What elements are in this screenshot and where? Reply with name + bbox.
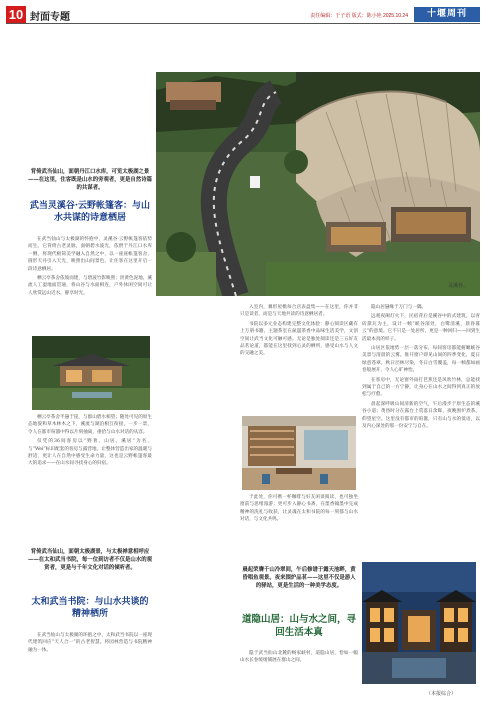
section-title: 封面专题 <box>30 12 70 23</box>
editor-credits: 责任编辑：于子语 版式：陈小艳 2025.10.24 <box>310 13 408 19</box>
paragraph: 隐于武当仙山北麓的畅家峡村，道隐山居，恰如一幅山水长卷缓缓铺展在群山之间。 <box>240 651 358 664</box>
paragraph: 于此处，你可携一杯咖啡与好友闲谈阅读，也可独坐窗前与思绪漫游；更可步入静心书斋，在墨香翰墨中完成精神的洗礼与收获，让灵魂在太和书院的每一刻都与山水对话，与文化共鸣。 <box>240 495 358 523</box>
paragraph: 栖云亭茶舍依坡而建，与碧波竹影映照；淡黄色泥地、溪流人工湿地面贯通，将山谷与水面相连，户外休闲空间可让人欣赏远山近水，静享时光。 <box>28 276 152 296</box>
photo-caption: 灵溪谷。 <box>447 283 468 289</box>
heading-lingxigu: 武当灵溪谷·云野帐篷客：与山水共谋的诗意栖居 <box>29 201 151 223</box>
paragraph: 在武当仙山与太极湖的怀抱中，灵溪谷·云野帐篷客依势而生。它背倚古老灵脉，面朝碧水波光，依偎于丹江口水库一侧，将现代极简美学融入自然之中，以一座座帐篷客舍，圆形天井引入天光，映照出山间景色，让住客在这里开启一段诗意栖居。 <box>28 237 152 272</box>
paragraph: 入室内，翼形屋檐每合店表盘集——在这里，你并非只是读者，而是与天地共读的诗意栖居者。 <box>240 305 358 318</box>
article-daoyin-continued <box>362 304 480 556</box>
paragraph: 在客房中，无论窗外雨打芭蕉还是风吹竹林，总能找到属于自己的一方宁静，让身心在山水之间得到真正的放松与疗愈。 <box>362 377 480 398</box>
source-credit: （本报综合） <box>426 691 457 697</box>
article-academy-continued <box>240 304 358 410</box>
heading-academy: 太和武当书院：与山水共谈的精神栖所 <box>31 597 149 619</box>
paragraph: 仅凭的36间客房以“野奢、山居、溪居”为名，与“Wei”标识配套的客房与露营地，让整体营造出家的温暖与舒适，更让人在自然中感受生命力量，这也是云野帐篷客最大的追求——在山水间寻找身心的归宿。 <box>28 439 152 467</box>
paragraph: 书院以多元业态构建完整文化体验：静心阅读区藏有上万册书籍，主题茶室在氤氲茶香中品味生活美学，文创空间让武当文化可触可感。无论是独处阅读还是三五好友品茗论道，都能在这里找到心灵的栖所，感受山水与人文的交融之美。 <box>240 321 358 357</box>
paragraph: 隐山居悬缘于万门与一隅。 <box>371 305 427 310</box>
paragraph: 在武当仙山与太极湖的环抱之中，太和武当书院以一座现代建筑回应“天人合一”的古老智慧。将园林营造与书院精神融为一体。 <box>28 633 152 653</box>
paragraph: 远观夜阑灯火下，民宿背后是溪谷中的式建筑，以青砖黛瓦为主，设计一帧“峡谷深处，白鹭清溪，晨昏暮云”的意境。它不只是一处居所，更是一种回归——回到生活最本真的样子。 <box>362 314 480 342</box>
lede-3: 晨起荣膺千山冷翠间，午后修谱于露天池畔，黄昏唱鱼观景。夜来围炉品茗——这里不仅是游人的驿站，更是生活的一种美学态度。 <box>242 567 356 589</box>
teahouse-photo <box>32 336 150 410</box>
article-academy <box>28 632 152 692</box>
paragraph: 山居区依地势一层一落分布，每间客房都能俯瞰峡谷美景与清晨的云雾。推开窗户即见山间的四季变化，夏日绿意苍翠，秋日层林尽染，冬日白雪覆盖，每一帧都如画卷般展开，令人心旷神怡。 <box>362 346 480 374</box>
article-lingxigu-continued <box>28 414 152 542</box>
courtyard-night-photo <box>362 562 476 684</box>
article-academy-continued-2 <box>240 494 358 564</box>
page-header <box>6 6 480 24</box>
lede-1: 背倚武当仙山，面朝丹江口水库，可览太极湖之景——在这里，住客既是山水的旁观者，更是自然诗篇的共谋者。 <box>28 169 152 191</box>
article-daoyin <box>240 650 358 694</box>
paragraph: 栖云亭茶舍半悬于崖，与群山碧水相望；随处可见的原生态地貌和草木林木之下，溪流与湖泊相互衔接，一步一景，令人在都市喧嚣中得以片刻抽离，重拾与山水对话的从容。 <box>28 415 152 435</box>
heading-daoyin: 道隐山居：山与水之间，寻回生活本真 <box>241 614 356 638</box>
page-number: 10 <box>6 6 26 23</box>
main-photo <box>156 72 480 296</box>
article-lingxigu <box>28 236 152 332</box>
newspaper-name: 十堰周刊 <box>414 7 480 22</box>
library-photo <box>242 416 356 490</box>
lede-2: 背倚武当仙山，面朝太极湖景，与太极禅意相呼应——在太和武当书院，每一位到访者不仅是山水的观赏者，更是与千年文化对话的倾听者。 <box>28 549 152 571</box>
paragraph: 晨起深呼吸山间清新的空气，午后漫步于原生态的溪谷小道；黄昏时分在露台上赏落日余晖，夜晚围炉煮茶、仰望星空。这里没有都市的喧嚣，只有山与水的低语，以及内心深处的那一份安宁与自在。 <box>362 401 480 430</box>
